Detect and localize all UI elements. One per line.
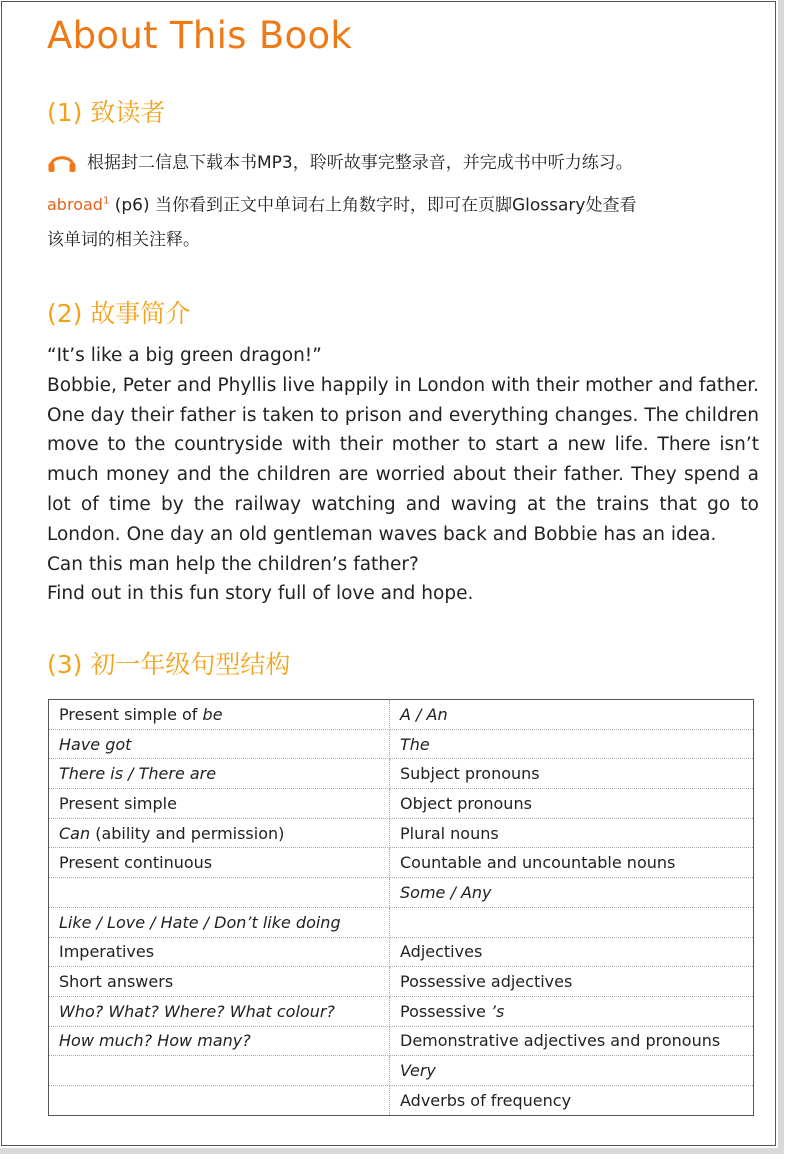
grammar-term-italic: ’s (490, 1001, 505, 1021)
grammar-cell-left: Present simple of be (49, 700, 390, 730)
grammar-cell-left: Imperatives (49, 937, 390, 967)
table-row (49, 1085, 754, 1115)
story-paragraph: Bobbie, Peter and Phyllis live happily in London with their mother and father. One day their father is taken to prison and everything changes. The children move to the countryside with their mother to start a new life. There isn’t much money and the children are worried about their father. They spend a lot of time by the railway watching and waving at the trains that go to London. One day an old gentleman waves back and Bobbie has an idea. (47, 374, 759, 545)
table-row (49, 729, 754, 759)
grammar-term-italic: How much? How many? (59, 1031, 251, 1051)
grammar-cell-right: Some / Any (390, 878, 754, 908)
grammar-cell-left (49, 759, 390, 789)
grammar-cell-left: Present simple (49, 789, 390, 819)
table-row (49, 967, 754, 997)
headphones-icon (47, 150, 77, 172)
grammar-term-italic: Like / Love / Hate / Don’t like doing (59, 912, 341, 932)
grammar-cell-right: A / An (390, 700, 754, 730)
table-row (49, 818, 754, 848)
table-row (49, 848, 754, 878)
grammar-cell-left (49, 1085, 390, 1115)
table-row (49, 700, 754, 730)
section-heading-reader: (1) 致读者 (47, 98, 166, 127)
story-question: Can this man help the children’s father? (47, 553, 419, 575)
glossary-example-word (47, 195, 109, 214)
grammar-cell-right: Plural nouns (390, 818, 754, 848)
grammar-term-italic: be (202, 704, 223, 724)
page-title: About This Book (47, 14, 353, 57)
grammar-cell-left (49, 907, 390, 937)
table-row (49, 878, 754, 908)
grammar-cell-right: Subject pronouns (390, 759, 754, 789)
grammar-cell-right: Countable and uncountable nouns (390, 848, 754, 878)
grammar-term-italic: There is / There are (59, 764, 217, 784)
glossary-text-2: 该单词的相关注释。 (47, 230, 200, 250)
grammar-cell-right (390, 907, 754, 937)
section-heading-summary: (2) 故事简介 (47, 299, 191, 328)
grammar-cell-left (49, 996, 390, 1026)
table-row (49, 789, 754, 819)
glossary-instruction (47, 190, 760, 217)
glossary-superscript: 1 (102, 196, 110, 207)
table-row (49, 937, 754, 967)
grammar-cell-right: Adjectives (390, 937, 754, 967)
glossary-instruction-cont (47, 228, 760, 252)
grammar-cell-left: Present continuous (49, 848, 390, 878)
grammar-cell-right: Very (390, 1056, 754, 1086)
grammar-term-italic: Have got (59, 734, 132, 754)
audio-instruction (47, 150, 760, 175)
glossary-text-1: 当你看到正文中单词右上角数字时，即可在页脚Glossary处查看 (155, 195, 637, 216)
grammar-cell-right: The (390, 729, 754, 759)
glossary-word: abroad (47, 195, 103, 215)
grammar-cell-right: Demonstrative adjectives and pronouns (390, 1026, 754, 1056)
grammar-cell-right: Adverbs of frequency (400, 1090, 572, 1110)
grammar-cell-left: Can (ability and permission) (49, 818, 390, 848)
grammar-cell-right: Possessive ’s (390, 996, 754, 1026)
glossary-page: (p6) (114, 195, 150, 216)
story-closing: Find out in this fun story full of love and hope. (47, 583, 474, 605)
table-row (49, 907, 754, 937)
grammar-cell-right: Possessive adjectives (390, 967, 754, 997)
table-row (49, 759, 754, 789)
story-quote: “It’s like a big green dragon!” (47, 345, 322, 366)
grammar-cell-left: Short answers (49, 967, 390, 997)
section-heading-grammar: (3) 初一年级句型结构 (47, 650, 291, 679)
table-row (49, 1026, 754, 1056)
table-row (49, 1056, 754, 1086)
grammar-table (48, 699, 754, 1116)
grammar-cell-right: Object pronouns (390, 789, 754, 819)
grammar-cell-left (49, 1056, 390, 1086)
grammar-term-italic: Who? What? Where? What colour? (59, 1001, 335, 1021)
grammar-cell-left (49, 878, 390, 908)
table-row (49, 996, 754, 1026)
story-summary (47, 341, 759, 609)
grammar-term-italic: Can (59, 823, 91, 843)
grammar-cell-left (49, 729, 390, 759)
audio-text: 根据封二信息下载本书MP3，聆听故事完整录音，并完成书中听力练习。 (87, 153, 633, 173)
grammar-cell-left (49, 1026, 390, 1056)
